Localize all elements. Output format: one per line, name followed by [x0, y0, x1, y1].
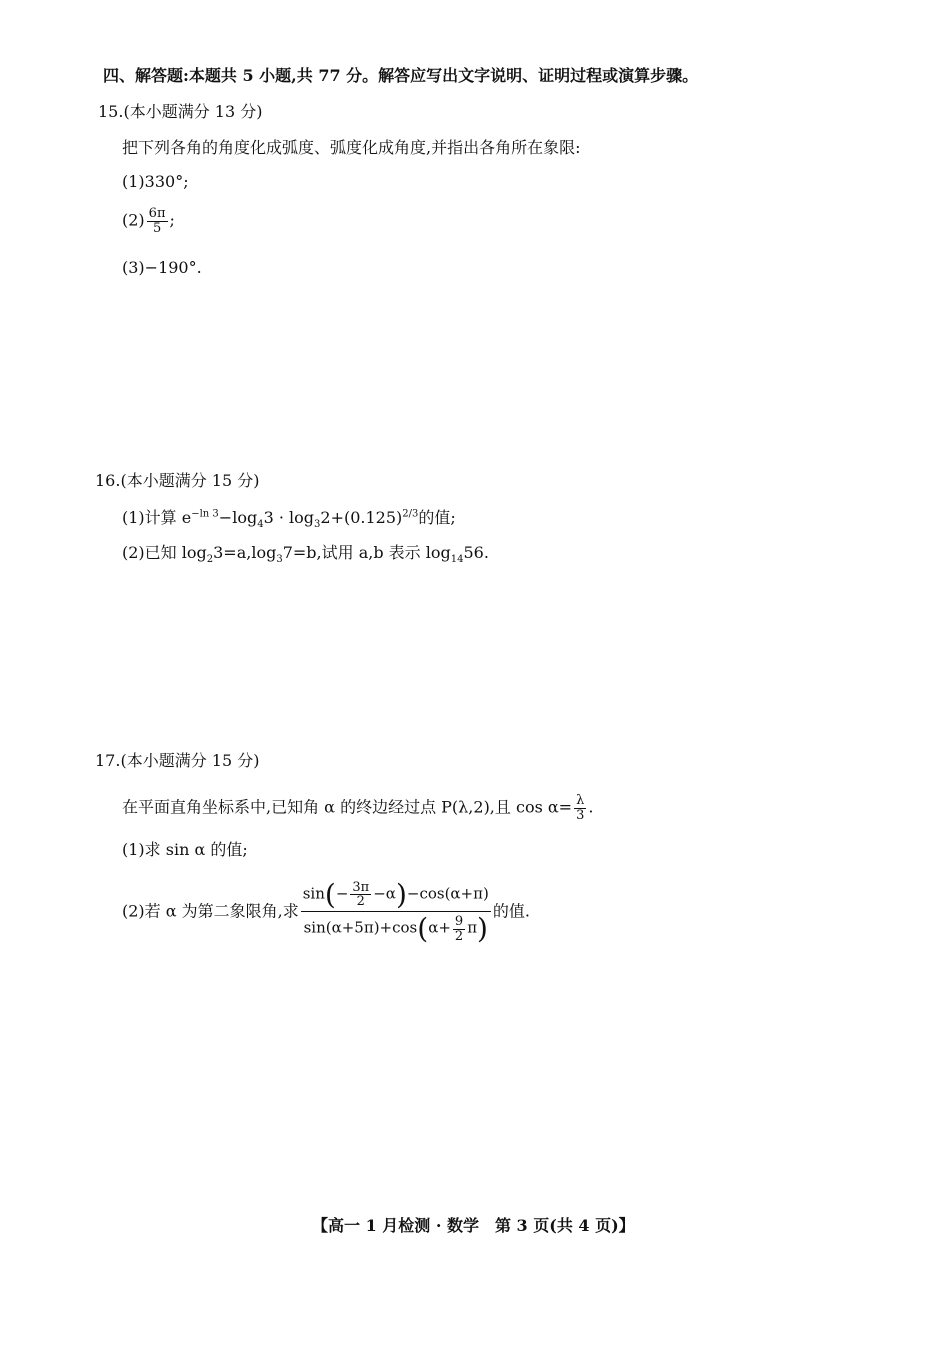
q15-intro: 把下列各角的角度化成弧度、弧度化成角度,并指出各角所在象限: [122, 138, 581, 157]
q17-title: 17.(本小题满分 15 分) [95, 751, 260, 770]
q17-intro: 在平面直角坐标系中,已知角 α 的终边经过点 P(λ,2),且 cos α= $\frac{\lambda}{3}$ . [122, 793, 594, 823]
q15-part2: (2) $\frac{6\pi}{5}$ ; [122, 206, 175, 236]
q15-part3: (3)−190°. [122, 258, 202, 277]
q17-part1: (1)求 sin α 的值; [122, 840, 248, 859]
page-footer: 【高一 1 月检测 · 数学 第 3 页(共 4 页)】 [312, 1216, 635, 1235]
q15-title: 15.(本小题满分 13 分) [98, 102, 263, 121]
q17-part2: (2)若 α 为第二象限角,求 sin(− $\frac{3\pi}{2}$ −α)−cos(α+π) sin(α+5π)+cos(α+ $\frac{9}{2}$ π) 的值. [122, 878, 530, 946]
q15-part1: (1)330°; [122, 172, 189, 191]
q16-part1: (1)计算 $e^{-ln 3}-\log_43 \cdot \log_32+(0.125)^{2/3}$的值; [122, 508, 456, 531]
q16-part2: (2)已知 $\log_23=a,\log_37=b$,试用 a,b 表示 $\log_{14}56$. [122, 543, 489, 566]
q16-title: 16.(本小题满分 15 分) [95, 471, 260, 490]
section-header: 四、解答题:本题共 5 小题,共 77 分。解答应写出文字说明、证明过程或演算步骤。 [103, 66, 699, 85]
